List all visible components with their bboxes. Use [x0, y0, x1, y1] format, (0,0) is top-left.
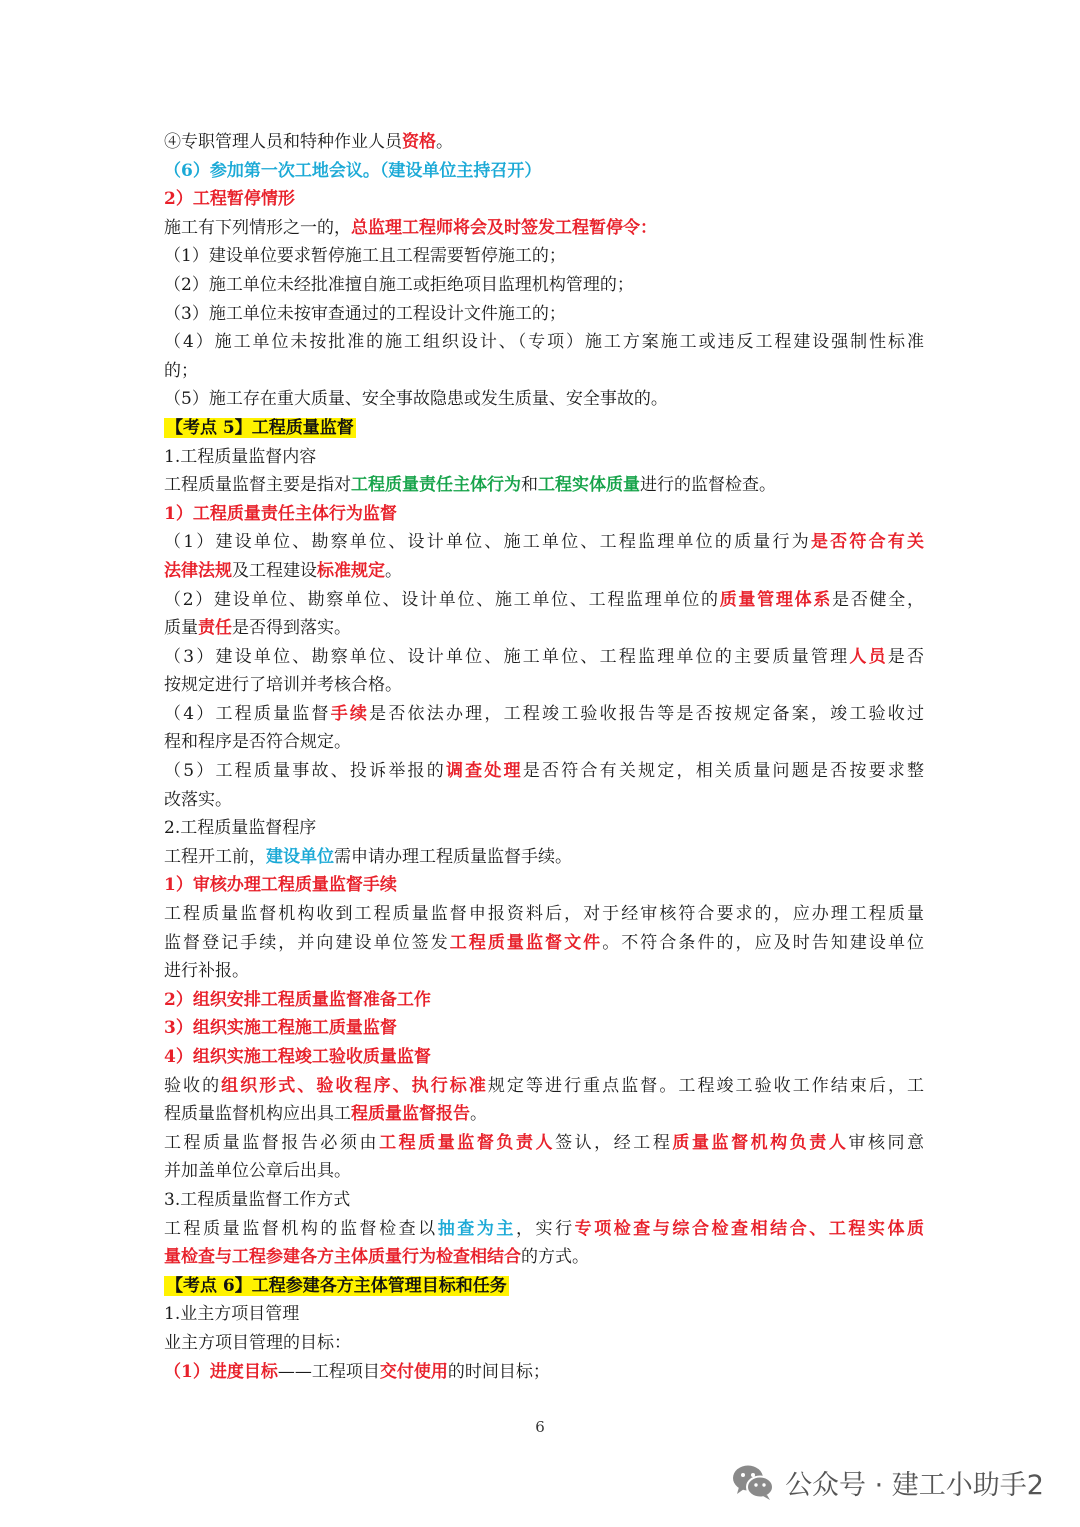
- body-text: 及工程建设: [232, 560, 317, 581]
- text-line: [164, 586, 924, 615]
- body-text: 是否得到落实。: [232, 618, 351, 639]
- text-line: [164, 300, 924, 329]
- text-line: [164, 671, 924, 700]
- text-line: [164, 1272, 924, 1301]
- emphasis-text: 4）组织实施工程竣工验收质量监督: [164, 1047, 431, 1067]
- text-line: [164, 957, 924, 986]
- text-line: [164, 814, 924, 843]
- body-text: 监督登记手续，并向建设单位签发: [164, 932, 450, 953]
- body-text: 的时间目标；: [447, 1361, 550, 1382]
- document-body: [164, 128, 924, 1386]
- text-line: [164, 1014, 924, 1043]
- emphasis-text: （6）参加第一次工地会议。（建设单位主持召开）: [164, 160, 542, 181]
- body-text: 工程质量监督报告必须由: [164, 1132, 380, 1153]
- emphasis-text: 3）组织实施工程施工质量监督: [164, 1018, 397, 1039]
- body-text: 签认，经工程: [555, 1132, 673, 1153]
- watermark-text: 公众号 · 建工小助手2: [785, 1469, 1044, 1501]
- text-line: [164, 328, 924, 357]
- emphasis-text: 手续: [330, 703, 370, 724]
- text-line: [164, 1300, 924, 1329]
- body-text: 业主方项目管理的目标：: [164, 1332, 351, 1353]
- emphasis-text: 资格: [402, 132, 436, 152]
- body-text: 工程开工前，: [164, 846, 266, 867]
- text-line: [164, 643, 924, 672]
- text-line: [164, 728, 924, 757]
- text-line: [164, 871, 924, 900]
- body-text: 是否健全，: [832, 589, 924, 610]
- body-text: 施工有下列情形之一的，: [164, 217, 351, 238]
- emphasis-text: 总监理工程师将会及时签发工程暂停令：: [351, 217, 657, 238]
- emphasis-text: 2）组织安排工程质量监督准备工作: [164, 989, 431, 1010]
- body-text: （4）施工单位未按批准的施工组织设计、（专项）施工方案施工或违反工程建设强制性标准: [164, 332, 924, 353]
- body-text: 工程质量监督机构的监督检查以: [164, 1218, 438, 1239]
- emphasis-text: 建设单位: [266, 846, 334, 867]
- emphasis-text: 工程质量监督负责人: [379, 1132, 556, 1153]
- text-line: [164, 128, 924, 157]
- text-line: [164, 1043, 924, 1072]
- text-line: [164, 786, 924, 815]
- emphasis-text: 2）工程暂停情形: [164, 189, 295, 210]
- body-text: 。: [470, 1104, 487, 1125]
- body-text: （1）建设单位、勘察单位、设计单位、施工单位、工程监理单位的质量行为: [164, 532, 811, 553]
- body-text: ④专职管理人员和特种作业人员: [164, 132, 402, 152]
- body-text: 和: [521, 475, 538, 496]
- body-text: 的；: [164, 360, 198, 381]
- body-text: 3.工程质量监督工作方式: [164, 1189, 351, 1210]
- emphasis-text: 专项检查与综合检查相结合、工程实体质: [574, 1218, 924, 1239]
- text-line: [164, 271, 924, 300]
- text-line: [164, 214, 924, 243]
- emphasis-text: 工程实体质量: [538, 475, 640, 496]
- emphasis-text: 责任: [198, 618, 232, 639]
- emphasis-text: 抽查为主: [437, 1218, 516, 1239]
- text-line: [164, 1072, 924, 1101]
- emphasis-text: 是否符合有关: [810, 532, 924, 553]
- body-text: 按规定进行了培训并考核合格。: [164, 675, 402, 696]
- text-line: [164, 500, 924, 529]
- text-line: [164, 1243, 924, 1272]
- body-text: 2.工程质量监督程序: [164, 818, 317, 839]
- emphasis-text: 质量管理体系: [719, 589, 833, 610]
- emphasis-text: 交付使用: [379, 1361, 448, 1382]
- emphasis-text: 组织形式、验收程序、执行标准: [221, 1075, 488, 1096]
- emphasis-text: 工程质量监督文件: [449, 932, 603, 953]
- body-text: 1.业主方项目管理: [164, 1304, 300, 1325]
- emphasis-text: （1）进度目标: [164, 1361, 278, 1382]
- body-text: 工程质量监督机构收到工程质量监督申报资料后，对于经审核符合要求的，应办理工程质量: [164, 904, 924, 925]
- text-line: [164, 557, 924, 586]
- text-line: [164, 1129, 924, 1158]
- text-line: [164, 414, 924, 443]
- body-text: 质量: [164, 618, 198, 639]
- body-text: （2）建设单位、勘察单位、设计单位、施工单位、工程监理单位的: [164, 589, 720, 610]
- text-line: [164, 1358, 924, 1387]
- text-line: [164, 700, 924, 729]
- section-heading: 【考点 6】工程参建各方主体管理目标和任务: [166, 1275, 507, 1296]
- text-line: [164, 157, 924, 186]
- text-line: [164, 900, 924, 929]
- body-text: 进行补报。: [164, 961, 249, 982]
- body-text: 验收的: [164, 1075, 222, 1096]
- text-line: [164, 929, 924, 958]
- body-text: （3）施工单位未按审查通过的工程设计文件施工的；: [164, 303, 566, 324]
- emphasis-text: 工程质量责任主体行为: [351, 475, 521, 496]
- body-text: （2）施工单位未经批准擅自施工或拒绝项目监理机构管理的；: [164, 274, 634, 295]
- body-text: 进行的监督检查。: [640, 475, 776, 496]
- body-text: 需申请办理工程质量监督手续。: [334, 846, 572, 867]
- text-line: [164, 528, 924, 557]
- text-line: [164, 185, 924, 214]
- body-text: 审核同意: [848, 1132, 924, 1153]
- body-text: 是否依法办理，工程竣工验收报告等是否按规定备案，竣工验收过: [369, 703, 924, 724]
- body-text: （5）工程质量事故、投诉举报的: [164, 761, 446, 782]
- emphasis-text: 质量监督机构负责人: [672, 1132, 849, 1153]
- body-text: 的方式。: [521, 1247, 589, 1268]
- emphasis-text: 1）审核办理工程质量监督手续: [164, 875, 397, 896]
- emphasis-text: 法律法规: [164, 560, 232, 581]
- body-text: 1.工程质量监督内容: [164, 446, 317, 467]
- wechat-icon: [731, 1463, 775, 1501]
- body-text: 是否: [887, 646, 924, 667]
- emphasis-text: 人员: [849, 646, 888, 667]
- text-line: [164, 843, 924, 872]
- text-line: [164, 1157, 924, 1186]
- emphasis-text: 程质量监督报告: [351, 1104, 470, 1125]
- text-line: [164, 1186, 924, 1215]
- body-text: （5）施工存在重大质量、安全事故隐患或发生质量、安全事故的。: [164, 389, 668, 410]
- text-line: [164, 242, 924, 271]
- body-text: 是否符合有关规定，相关质量问题是否按要求整: [522, 761, 924, 782]
- body-text: 工程质量监督主要是指对: [164, 475, 351, 496]
- text-line: [164, 471, 924, 500]
- text-line: [164, 1215, 924, 1244]
- body-text: （3）建设单位、勘察单位、设计单位、施工单位、工程监理单位的主要质量管理: [164, 646, 850, 667]
- text-line: [164, 385, 924, 414]
- emphasis-text: 1）工程质量责任主体行为监督: [164, 503, 397, 524]
- emphasis-text: 标准规定: [317, 560, 385, 581]
- text-line: [164, 443, 924, 472]
- body-text: （4）工程质量监督: [164, 703, 331, 724]
- text-line: [164, 614, 924, 643]
- text-line: [164, 986, 924, 1015]
- text-line: [164, 357, 924, 386]
- body-text: 。: [436, 132, 453, 152]
- body-text: 规定等进行重点监督。工程竣工验收工作结束后，工: [487, 1075, 924, 1096]
- body-text: ——工程项目: [277, 1361, 380, 1382]
- body-text: 。不符合条件的，应及时告知建设单位: [602, 932, 924, 953]
- body-text: 并加盖单位公章后出具。: [164, 1161, 351, 1182]
- body-text: ，实行: [515, 1218, 575, 1239]
- page-number: 6: [535, 1418, 545, 1436]
- body-text: 。: [385, 560, 402, 581]
- emphasis-text: 调查处理: [445, 761, 523, 782]
- body-text: 程和程序是否符合规定。: [164, 732, 351, 753]
- text-line: [164, 1329, 924, 1358]
- section-heading: 【考点 5】工程质量监督: [166, 417, 354, 438]
- text-line: [164, 1100, 924, 1129]
- body-text: 改落实。: [164, 789, 232, 810]
- body-text: 程质量监督机构应出具工: [164, 1104, 351, 1125]
- emphasis-text: 量检查与工程参建各方主体质量行为检查相结合: [164, 1247, 521, 1268]
- body-text: （1）建设单位要求暂停施工且工程需要暂停施工的；: [164, 246, 566, 267]
- text-line: [164, 757, 924, 786]
- watermark: [731, 1460, 1044, 1504]
